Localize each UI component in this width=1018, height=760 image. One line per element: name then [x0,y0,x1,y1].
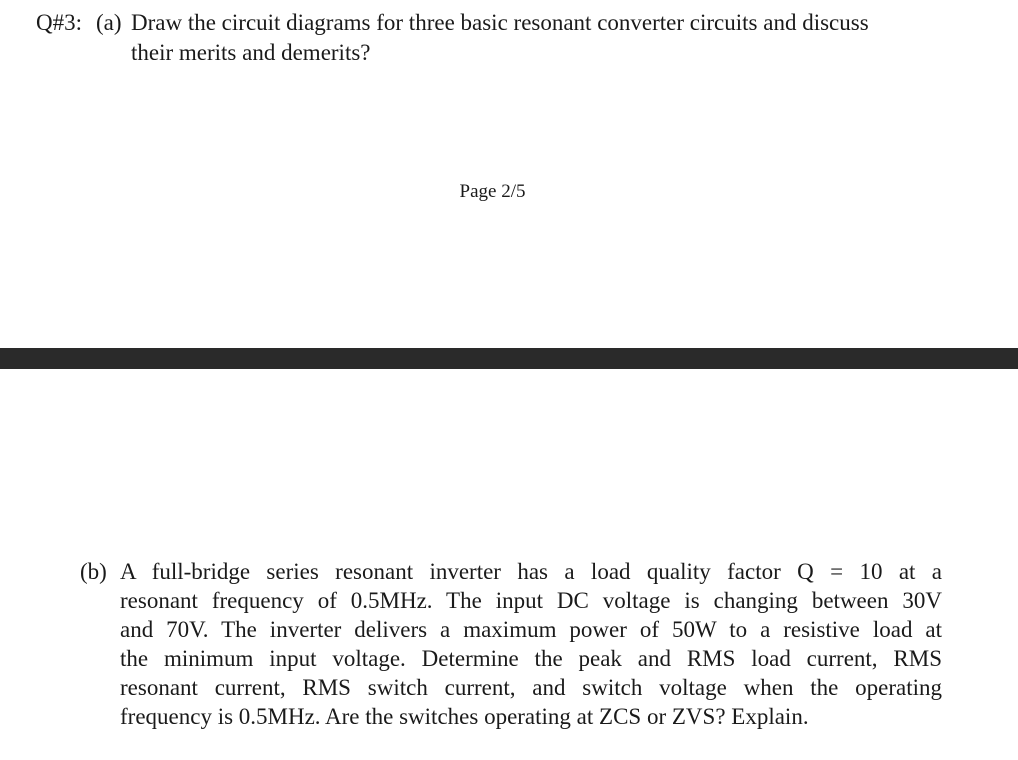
question-a-part-label: (a) [96,10,122,35]
page-divider [0,348,1018,369]
question-b-text-6: frequency is 0.5MHz. Are the switches operating at ZCS or ZVS? Explain. [120,704,809,729]
question-number: Q#3: [36,10,82,35]
question-b-text-5: resonant current, RMS switch current, and switch voltage when the operating [120,675,942,700]
page-indicator: Page 2/5 [459,181,526,202]
question-b-text-2: resonant frequency of 0.5MHz. The input DC voltage is changing between 30V [120,588,942,613]
question-b-line-1 [80,557,942,586]
question-b-body [80,586,942,731]
question-b-text-4: the minimum input voltage. Determine the peak and RMS load current, RMS [120,646,942,671]
question-b-part-label: (b) [80,559,107,584]
question-a-text-1: Draw the circuit diagrams for three basic resonant converter circuits and discuss [131,10,869,35]
question-b-text-1: A full-bridge series resonant inverter has a load quality factor Q = 10 at a [120,559,942,584]
question-a [36,8,976,68]
question-a-line-1 [36,8,976,38]
question-b [80,557,942,731]
question-a-line-2: their merits and demerits? [131,40,371,65]
question-b-text-3: and 70V. The inverter delivers a maximum power of 50W to a resistive load at [120,617,942,642]
